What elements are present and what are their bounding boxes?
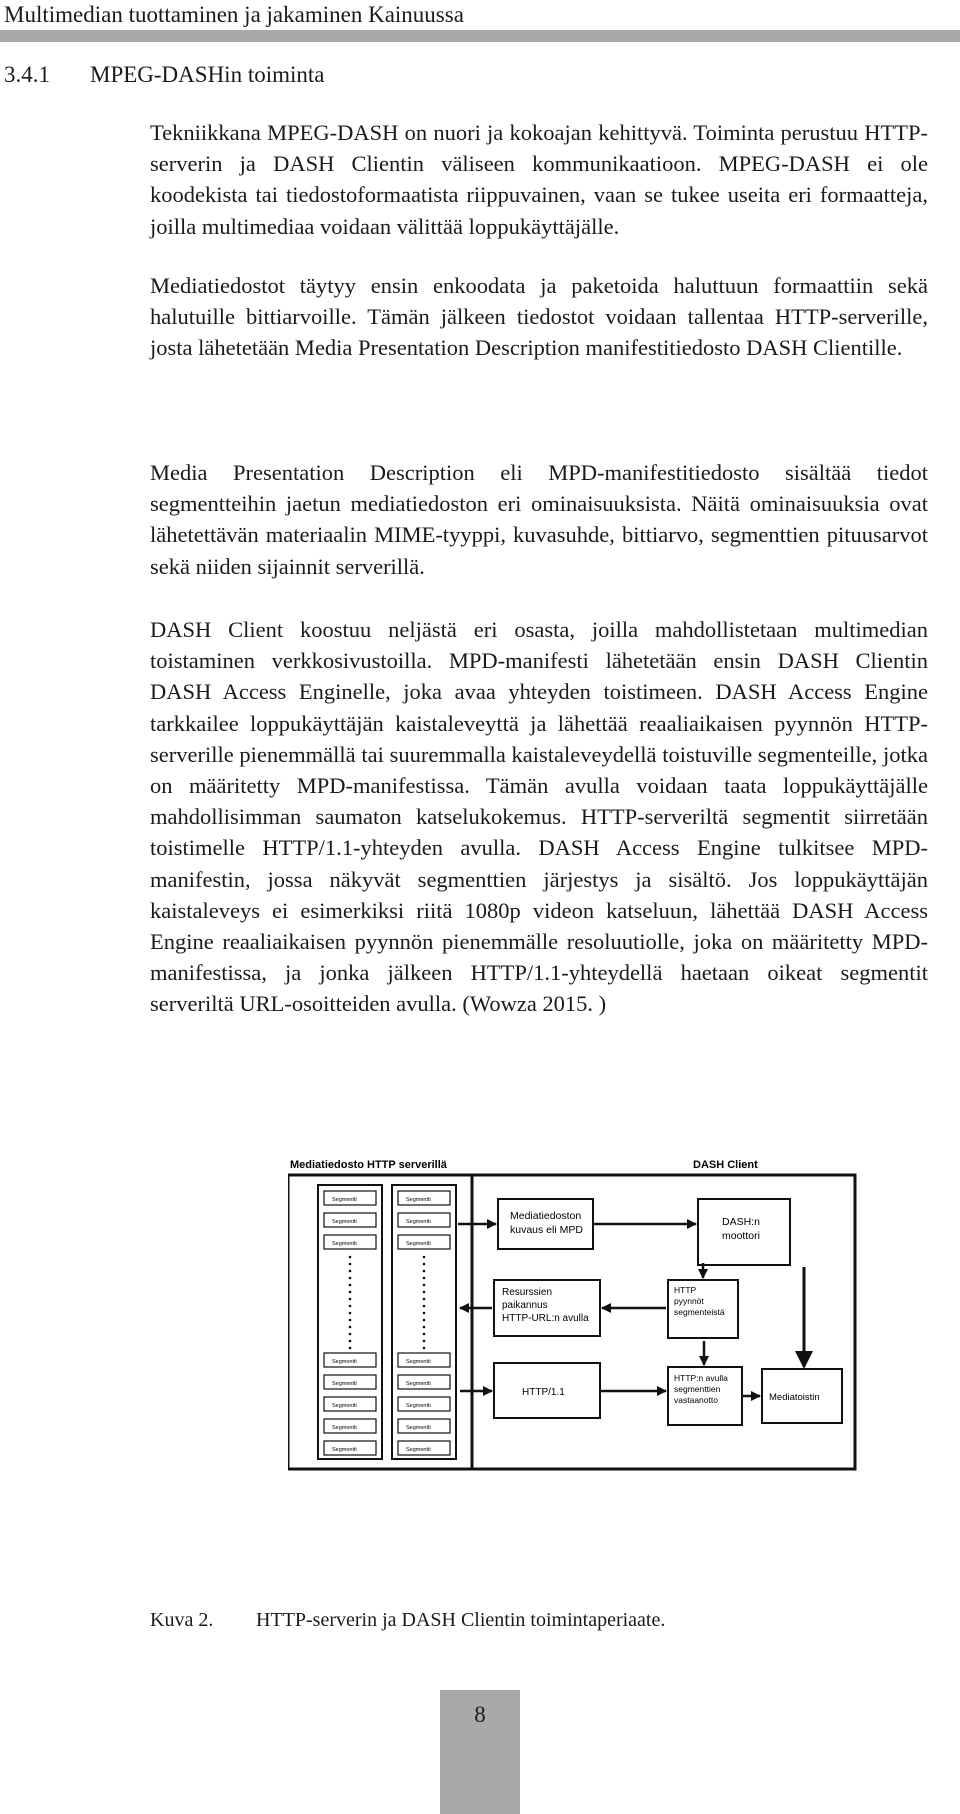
paragraph-3: Media Presentation Description eli MPD-manifestitiedosto sisältää tiedot segmentteihin jaetun mediatiedoston eri ominaisuuksista. Näitä ominaisuuksia ovat lähetettävän materiaalin MIME-tyyppi, kuvasuhde, bittiarvo, segmenttien pituusarvot sekä niiden sijainnit serverillä. — [150, 460, 928, 579]
segment-label: Segmentti — [406, 1447, 431, 1453]
caption-text: HTTP-serverin ja DASH Clientin toimintaperiaate. — [256, 1609, 666, 1631]
segment-ellipsis-dot — [349, 1319, 352, 1322]
segment-ellipsis-dot — [423, 1347, 426, 1350]
page-number: 8 — [474, 1702, 486, 1727]
diagram-svg — [288, 1155, 860, 1473]
segment-ellipsis-dot — [423, 1305, 426, 1308]
segment-ellipsis-dot — [349, 1333, 352, 1336]
page-number-box — [440, 1690, 520, 1814]
segment-ellipsis-dot — [423, 1298, 426, 1301]
segment-ellipsis-dot — [349, 1284, 352, 1287]
segment-ellipsis-dot — [349, 1256, 352, 1259]
segment-ellipsis-dot — [349, 1305, 352, 1308]
segment-column-2 — [392, 1185, 456, 1459]
segment-label: Segmentti — [332, 1425, 357, 1431]
segment-label: Segmentti — [332, 1359, 357, 1365]
receive-line-2: segmenttien — [674, 1384, 721, 1394]
paragraph-1: Tekniikkana MPEG-DASH on nuori ja kokoajan kehittyvä. Toiminta perustuu HTTP-serverin ja DASH Clientin väliseen kommunikaatioon. MPEG-DASH ei ole koodekista tai tiedostoformaatista riippuvainen, vaan se tukee useita eri formaatteja, joilla multimediaa voidaan välittää loppukäyttäjälle. — [150, 120, 928, 239]
segment-ellipsis-dot — [349, 1312, 352, 1315]
segment-ellipsis-dot — [423, 1284, 426, 1287]
resources-line-1: Resurssien — [502, 1287, 553, 1298]
segment-ellipsis-dot — [423, 1326, 426, 1329]
resources-line-2: paikannus — [502, 1300, 548, 1311]
segment-label: Segmentti — [332, 1219, 357, 1225]
requests-line-3: segmenteistä — [674, 1307, 725, 1317]
header-rule — [0, 30, 960, 42]
resources-line-3: HTTP-URL:n avulla — [502, 1313, 589, 1324]
segment-ellipsis-dot — [349, 1347, 352, 1350]
segment-label: Segmentti — [332, 1381, 357, 1387]
segment-ellipsis-dot — [349, 1340, 352, 1343]
segment-label: Segmentti — [332, 1447, 357, 1453]
segment-ellipsis-dot — [423, 1277, 426, 1280]
segment-label: Segmentti — [406, 1241, 431, 1247]
segment-label: Segmentti — [332, 1197, 357, 1203]
client-label: DASH Client — [693, 1159, 758, 1171]
segment-label: Segmentti — [332, 1403, 357, 1409]
requests-line-1: HTTP — [674, 1285, 697, 1295]
segment-ellipsis-dot — [349, 1270, 352, 1273]
player-line-1: Mediatoistin — [769, 1392, 820, 1403]
mpd-line-2: kuvaus eli MPD — [510, 1224, 583, 1236]
receive-line-3: vastaanotto — [674, 1395, 718, 1405]
running-header: Multimedian tuottaminen ja jakaminen Kainuussa — [4, 2, 464, 27]
section-number: 3.4.1 — [4, 62, 50, 87]
section-title: MPEG-DASHin toiminta — [90, 62, 325, 87]
caption-label: Kuva 2. — [150, 1609, 214, 1631]
segment-label: Segmentti — [406, 1219, 431, 1225]
segment-ellipsis-dot — [423, 1256, 426, 1259]
segment-ellipsis-dot — [423, 1340, 426, 1343]
segment-ellipsis-dot — [423, 1291, 426, 1294]
segment-ellipsis-dot — [423, 1333, 426, 1336]
segment-label: Segmentti — [406, 1425, 431, 1431]
requests-line-2: pyynnöt — [674, 1296, 704, 1306]
segment-label: Segmentti — [406, 1359, 431, 1365]
dash-diagram — [288, 1155, 860, 1473]
section-heading — [4, 60, 324, 90]
segment-ellipsis-dot — [423, 1312, 426, 1315]
segment-ellipsis-dot — [349, 1263, 352, 1266]
figure-caption — [150, 1606, 665, 1634]
segment-label: Segmentti — [406, 1403, 431, 1409]
segment-ellipsis-dot — [423, 1319, 426, 1322]
segment-ellipsis-dot — [349, 1298, 352, 1301]
segment-column-1 — [318, 1185, 382, 1459]
segment-ellipsis-dot — [349, 1326, 352, 1329]
segment-label: Segmentti — [406, 1197, 431, 1203]
segment-ellipsis-dot — [423, 1263, 426, 1266]
mpd-line-1: Mediatiedoston — [510, 1210, 582, 1222]
engine-line-1: DASH:n — [722, 1216, 760, 1228]
paragraph-2: Mediatiedostot täytyy ensin enkoodata ja paketoida haluttuun formaattiin sekä halutuille bittiarvoille. Tämän jälkeen tiedostot voidaan tallentaa HTTP-serverille, josta lähetetään Media Presentation Description manifestitiedosto DASH Clientille. — [150, 273, 928, 361]
segment-ellipsis-dot — [423, 1270, 426, 1273]
segment-label: Segmentti — [406, 1381, 431, 1387]
segment-label: Segmentti — [332, 1241, 357, 1247]
engine-line-2: moottori — [722, 1230, 760, 1242]
server-label: Mediatiedosto HTTP serverillä — [290, 1159, 447, 1171]
http11-line-1: HTTP/1.1 — [522, 1387, 565, 1398]
segment-ellipsis-dot — [349, 1277, 352, 1280]
paragraph-4: DASH Client koostuu neljästä eri osasta, joilla mahdollistetaan multimedian toistaminen verkkosivustoilla. MPD-manifesti lähetetään ensin DASH Clientin DASH Access Enginelle, joka avaa yhteyden toistimeen. DASH Access Engine tarkkailee loppukäyttäjän kaistaleveyttä ja lähettää reaaliaikaisen pyynnön HTTP-serverille pienemmällä tai suuremmalla kaistaleveydellä toistuville segmenteille, jotka on määritetty MPD-manifestissa. Tämän avulla voidaan taata loppukäyttäjälle mahdollisimman saumaton katselukokemus. HTTP-serveriltä segmentit siirretään toistimelle HTTP/1.1-yhteyden avulla. DASH Access Engine tulkitsee MPD-manifestin, jossa näkyvät segmenttien järjestys ja sisältö. Jos loppukäyttäjän kaistaleveys ei esimerkiksi riitä 1080p videon katseluun, lähettää DASH Access Engine reaaliaikaisen pyynnön pienemmälle resoluutiolle, joka on määritetty MPD-manifestissa, ja jonka jälkeen HTTP/1.1-yhteydellä haetaan oikeat segmentit serveriltä URL-osoitteiden avulla. (Wowza 2015. ) — [150, 617, 928, 1017]
segment-ellipsis-dot — [349, 1291, 352, 1294]
receive-line-1: HTTP:n avulla — [674, 1373, 728, 1383]
